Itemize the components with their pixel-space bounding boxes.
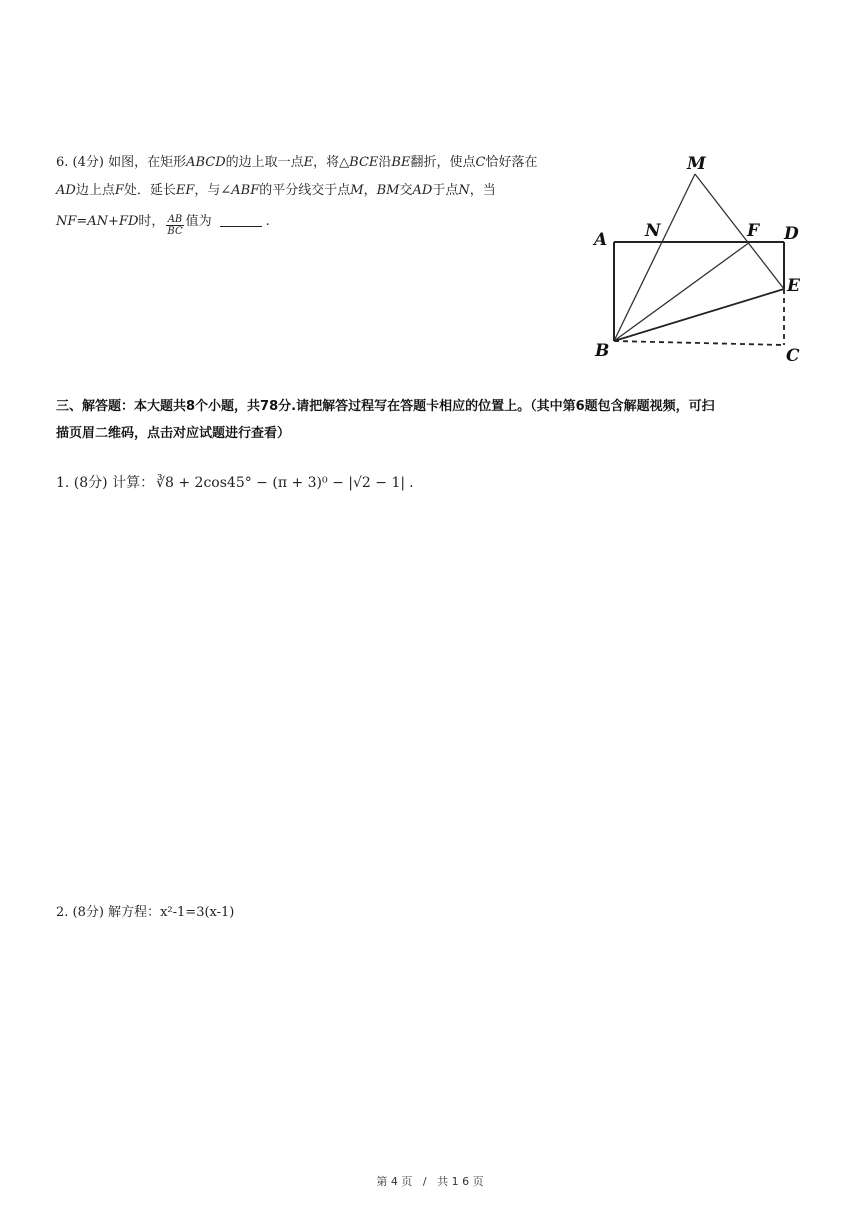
q6-text: 恰好落在 — [485, 155, 538, 170]
question6-line2 — [56, 183, 496, 199]
q6-text: 翻折，使点 — [410, 155, 476, 170]
q2-equation: x²-1=3(x-1) — [160, 905, 235, 920]
q6-text-prefix: 6. (4分) 如图，在矩形 — [56, 155, 187, 170]
question6-line1 — [56, 155, 537, 171]
segment-BF — [614, 242, 750, 341]
q6-text: ，当 — [469, 183, 496, 198]
q6-c: C — [475, 155, 486, 170]
label-A: A — [594, 230, 608, 250]
section3-heading — [56, 393, 806, 447]
segment-BM — [614, 174, 695, 341]
segment-BC-dashed — [614, 341, 784, 345]
section3-heading-line2: 描页眉二维码，点击对应试题进行查看） — [56, 426, 291, 441]
q6-text: 处．延长 — [123, 183, 176, 198]
q6-fraction — [166, 214, 183, 237]
label-E: E — [787, 276, 800, 296]
q6-text: ，将△ — [313, 155, 350, 170]
label-M: M — [687, 154, 706, 174]
q6-m: M — [350, 183, 364, 198]
label-D: D — [784, 224, 799, 244]
q6-text: 的平分线交于点 — [259, 183, 351, 198]
q6-f: F — [114, 183, 124, 198]
q1-expression: ∛8 + 2cos45° − (π + 3)⁰ − |√2 − 1| — [156, 475, 406, 491]
q6-bm: BM — [376, 183, 400, 198]
q6-abcd: ABCD — [186, 155, 226, 170]
q6-e: E — [303, 155, 314, 170]
q6-ef: EF — [175, 183, 195, 198]
segment-BE — [614, 289, 784, 341]
section3-heading-line1: 三、解答题：本大题共8个小题，共78分.请把解答过程写在答题卡相应的位置上。（其中第6题包含解题视频，可扫 — [56, 399, 715, 414]
q6-abf: ABF — [231, 183, 260, 198]
label-C: C — [786, 346, 800, 366]
question2 — [56, 905, 234, 921]
label-B: B — [595, 341, 610, 361]
q6-text: ， — [363, 183, 377, 198]
q6-n: N — [458, 183, 470, 198]
fraction-denominator: BC — [167, 226, 183, 237]
q6-ad: AD — [56, 183, 76, 198]
q6-text: 于点 — [432, 183, 459, 198]
q1-period: . — [409, 475, 414, 491]
q2-prefix: 2. (8分) 解方程： — [56, 905, 161, 920]
q6-text: 沿 — [378, 155, 392, 170]
q6-text: 交 — [399, 183, 413, 198]
q1-prefix: 1. (8分) 计算： — [56, 475, 155, 491]
label-F: F — [747, 221, 760, 241]
q6-text: 时， — [138, 214, 165, 229]
q6-text: ，与∠ — [194, 183, 232, 198]
q6-period: . — [265, 214, 270, 229]
q6-be: BE — [391, 155, 411, 170]
q6-text: 的边上取一点 — [225, 155, 304, 170]
page-footer — [0, 1173, 860, 1189]
q6-ad2: AD — [412, 183, 433, 198]
label-N: N — [645, 221, 661, 241]
question1 — [56, 474, 414, 492]
page-number: 第 4 页 / 共 1 6 页 — [376, 1175, 484, 1188]
answer-blank — [220, 226, 262, 227]
q6-text: 边上点 — [75, 183, 115, 198]
question6-line3 — [56, 211, 270, 237]
geometry-figure — [585, 145, 815, 370]
fraction-numerator: AB — [167, 214, 183, 225]
q6-condition: NF=AN+FD — [56, 214, 139, 229]
q6-bce: BCE — [349, 155, 379, 170]
q6-text: 值为 — [185, 214, 212, 229]
